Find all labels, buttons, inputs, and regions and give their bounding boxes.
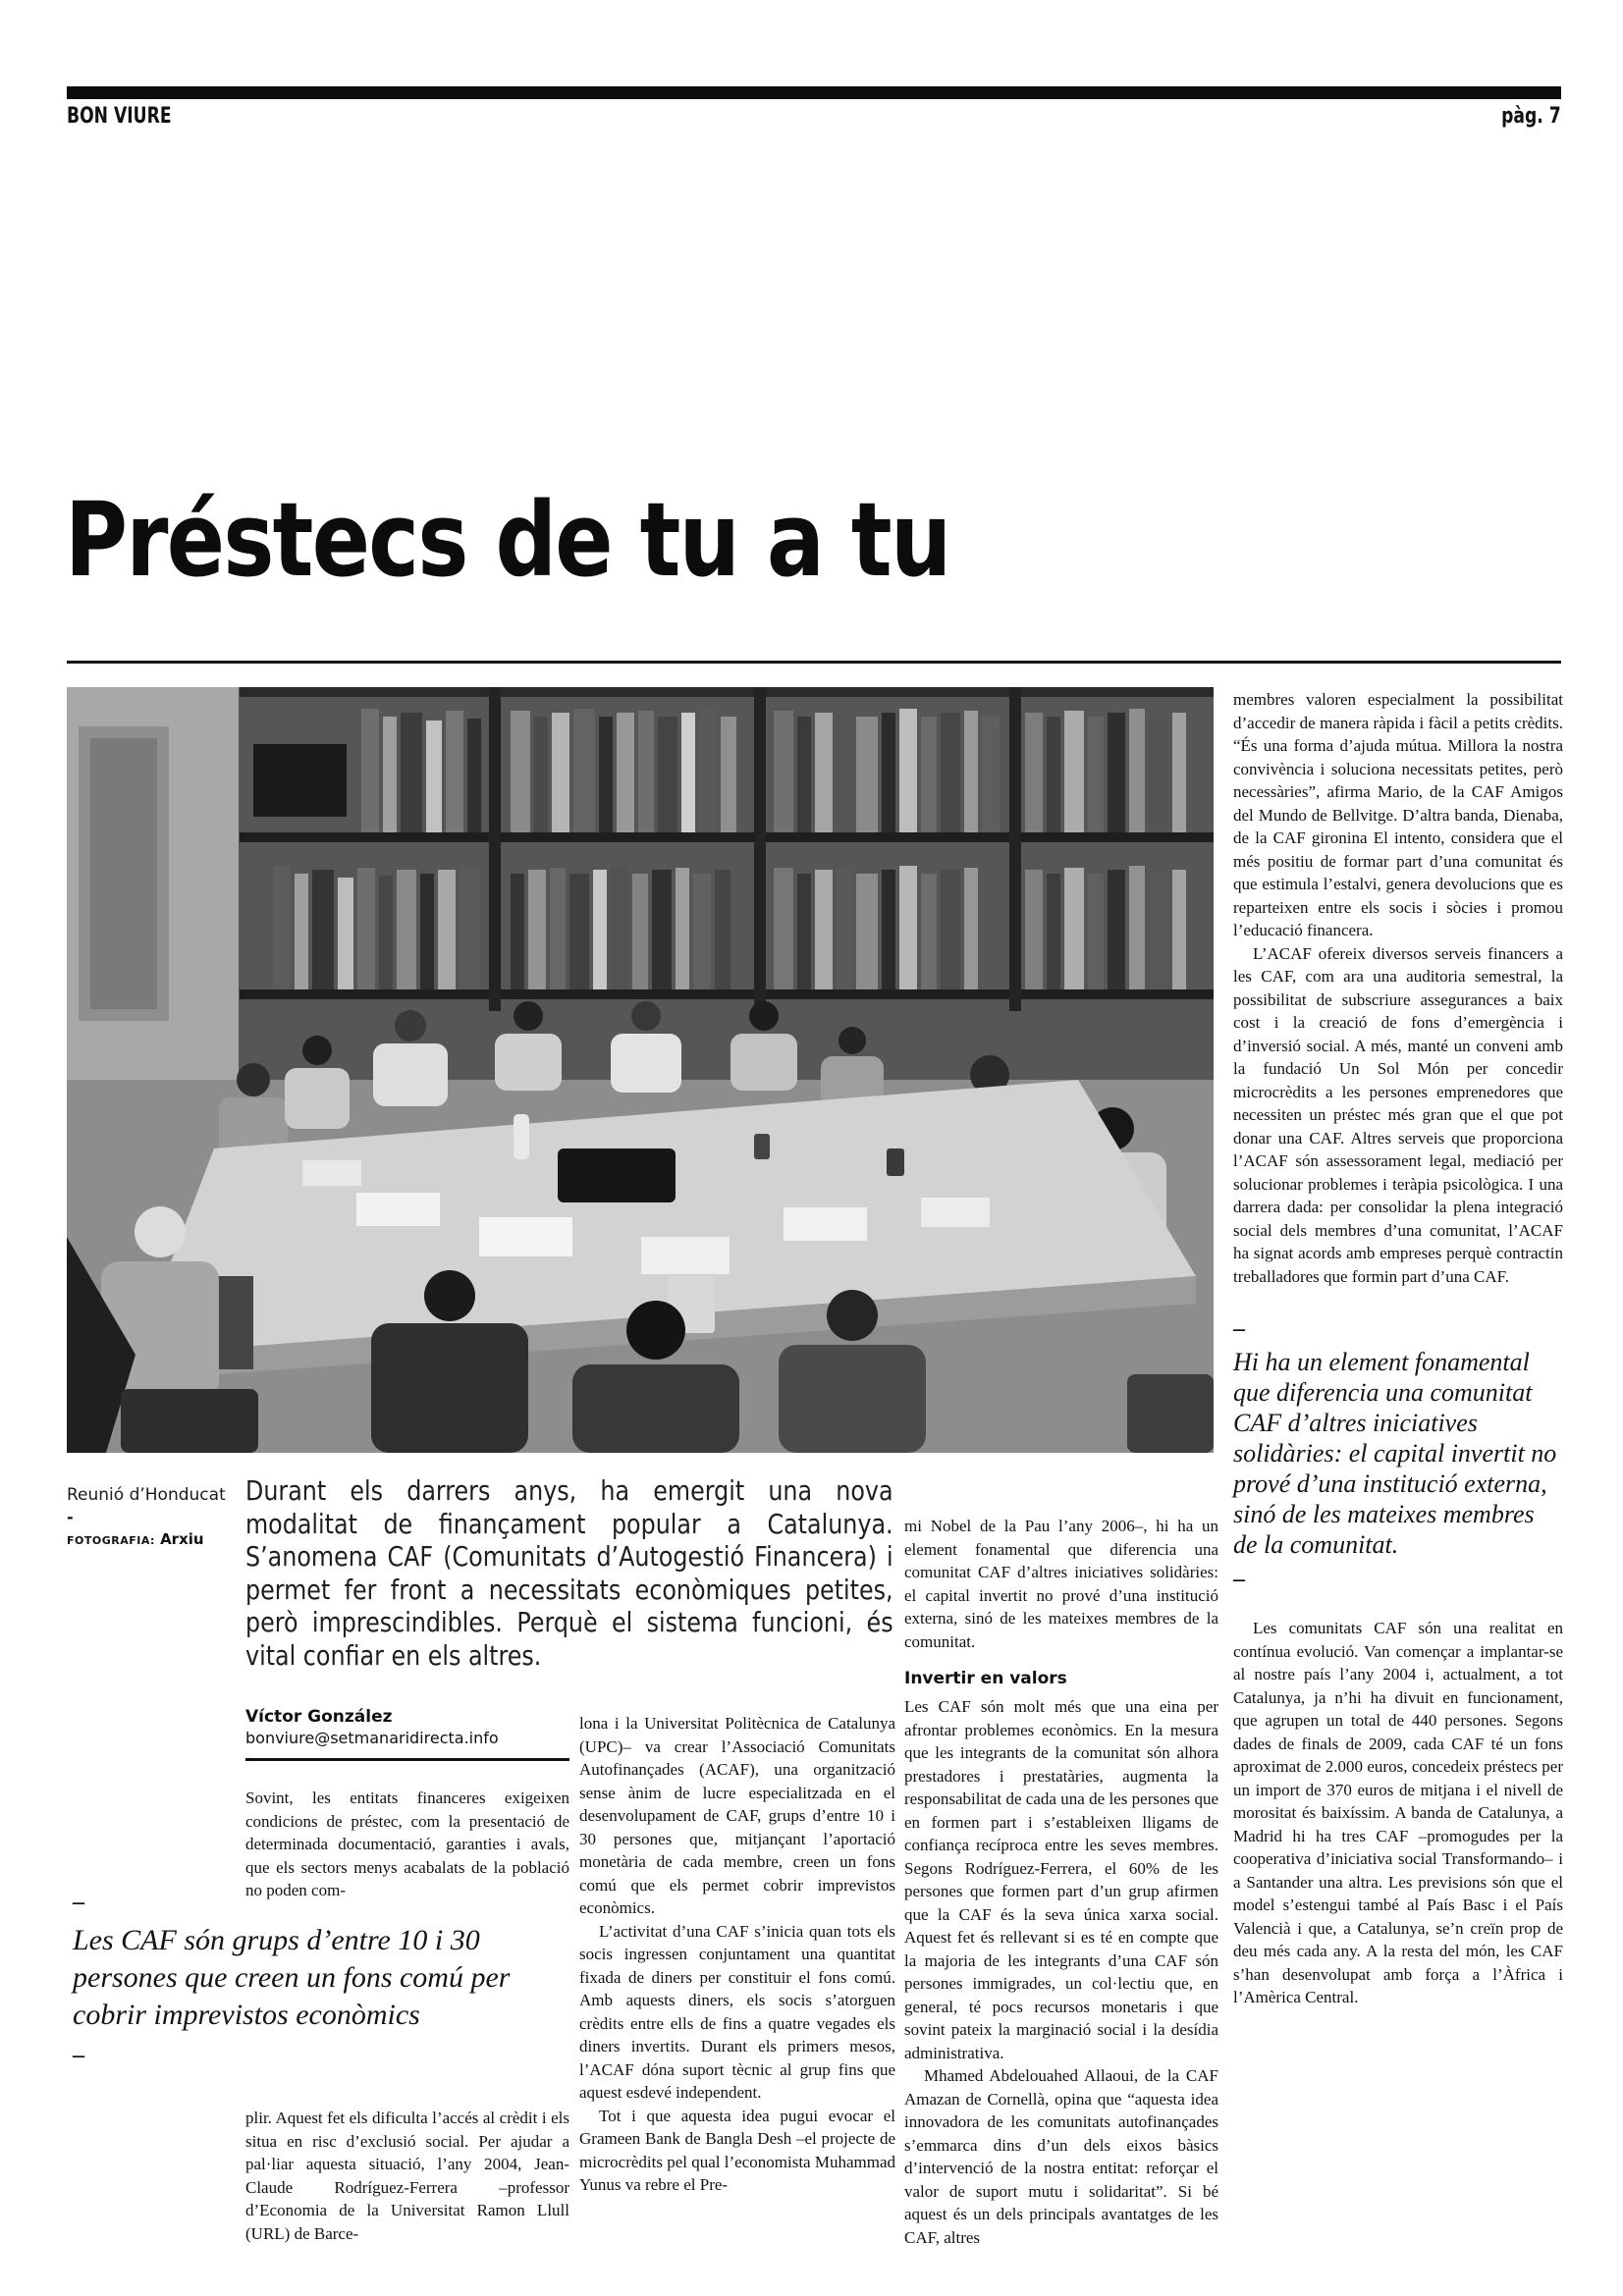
caption-title: Reunió d’Honducat xyxy=(67,1485,226,1505)
pull-quote-dash-top: – xyxy=(73,1890,84,1915)
photo-credit-value: Arxiu xyxy=(160,1530,204,1548)
article-column-1 xyxy=(245,1787,569,1902)
pull-quote-left-text: Les CAF són grups d’entre 10 i 30 persones que creen un fons comú per cobrir imprevistos econòmics xyxy=(73,1924,511,2031)
top-rule xyxy=(67,86,1561,99)
body-paragraph: Les comunitats CAF són una realitat en contínua evolució. Van començar a implantar-se al nostre país l’any 2004 i, actualment, a tot Catalunya, ja n’hi ha divuit en funcionament, que agrupen un total de 440 persones. Segons dades de finals de 2009, cada CAF té un fons aproximat de 2.000 euros, concedeix préstecs per un import de 370 euros de mitjana i el nivell de morositat és baixíssim. A banda de Catalunya, a Madrid hi ha tres CAF –promogudes per la cooperativa d’iniciativa social Transformando– i a Santander una altra. Les previsions són que el model s’estengui també al País Basc i el País Valencià i que, a Catalunya, se’n creïn prop de deu més cada any. A la resta del món, les CAF s’han desenvolupat amb força a l’Àfrica i l’Amèrica Central. xyxy=(1233,1619,1563,2006)
body-paragraph: Tot i que aquesta idea pugui evocar el Grameen Bank de Bangla Desh –el projecte de microcrèdits pel qual l’economista Muhammad Yunus va rebre el Pre- xyxy=(579,2106,895,2194)
pull-quote-right-text: Hi ha un element fonamental que diferencia una comunitat CAF d’altres iniciatives solidàries: el capital invertit no prové d’una institució externa, sinó de les mateixes membres de la comunitat. xyxy=(1233,1348,1557,1559)
body-paragraph: mi Nobel de la Pau l’any 2006–, hi ha un element fonamental que diferencia una comunitat CAF d’altres iniciatives solidàries: el capital invertit no prové d’una institució externa, sinó de les mateixes membres de la comunitat. xyxy=(904,1517,1218,1651)
caption-dash: - xyxy=(67,1508,74,1526)
section-subhead: Invertir en valors xyxy=(904,1669,1067,1688)
meeting-photo xyxy=(67,687,1214,1453)
article-column-1-continued xyxy=(245,2107,569,2245)
pull-quote-right-dash-bottom: – xyxy=(1233,1567,1245,1592)
byline-author: Víctor González xyxy=(245,1707,393,1727)
body-paragraph: L’activitat d’una CAF s’inicia quan tots els socis ingressen conjuntament una quantitat fixada de diners per constituir el fons comú. Amb aquests diners, els socis s’atorguen crèdits entre ells de fins a quatre vegades els diners invertits. Durant els primers mesos, l’ACAF dóna suport tècnic al grup fins que aquest esdevé independent. xyxy=(579,1921,895,2102)
pull-quote-left xyxy=(73,1891,588,2067)
pull-quote-dash-bottom: – xyxy=(73,2043,84,2068)
body-paragraph: Mhamed Abdelouahed Allaoui, de la CAF Amazan de Cornellà, opina que “aquesta idea innovadora de les comunitats autofinançades s’emmarca dins d’un dels eixos bàsics d’intervenció de la nostra entitat: reforçar el valor de suport mutu i solidaritat”. Si bé aquest és un dels principals avantatges de les CAF, altres xyxy=(904,2066,1218,2247)
lead-paragraph: Durant els darrers anys, ha emergit una nova modalitat de finançament popular a Catalunya. S’anomena CAF (Comunitats d’Autogestió Financera) i permet fer front a necessitats econòmiques petites, però imprescindibles. Perquè el sistema funcioni, és vital confiar en els altres. xyxy=(245,1474,893,1672)
article-column-4 xyxy=(1233,688,1563,2009)
body-paragraph: L’ACAF ofereix diversos serveis financers a les CAF, com ara una auditoria semestral, la possibilitat de subscriure assegurances a baix cost i la creació de fons d’emergència i d’inversió social. A més, manté un conveni amb la fundació Un Sol Món per concedir microcrèdits a les persones emprenedores que necessiten un préstec més gran que el que pot donar una CAF. Altres serveis que proporciona l’ACAF són assessorament legal, mediació per solucionar problemes i teràpia psicològica. I una darrera dada: per consolidar la plena integració social dels membres d’una comunitat, l’ACAF ha signat acords amb empreses perquè contractin treballadores que formin part d’una CAF. xyxy=(1233,943,1563,1286)
page-number: pàg. 7 xyxy=(1501,104,1561,129)
article-column-3 xyxy=(904,1515,1218,2249)
byline-rule xyxy=(245,1758,569,1761)
meeting-photo-illustration xyxy=(67,687,1214,1453)
body-paragraph: Les CAF són molt més que una eina per afrontar problemes econòmics. En la mesura que les integrants de la comunitat són alhora prestadores i prestatàries, augmenta la responsabilitat de cada una de les persones que en formen part i s’estableixen lligams de confiança recíproca entre les seves membres. Segons Rodríguez-Ferrera, el 60% de les persones que formen part d’un grup afirmen que la CAF és la seva única xarxa social. Aquest fet és rellevant si es té en compte que la majoria de les integrants d’una CAF són persones immigrades, un col·lectiu que, en general, té pocs recursos monetaris i que sovint pateix la marginació social i la desídia administrativa. xyxy=(904,1697,1218,2062)
pull-quote-right-dash-top: – xyxy=(1233,1316,1245,1342)
body-paragraph: lona i la Universitat Politècnica de Catalunya (UPC)– va crear l’Associació Comunitats Autofinançades (ACAF), una organització sense ànim de lucre especialitzada en el desenvolupament de CAF, grups d’entre 10 i 30 persones que, mitjançant l’aportació monetària de cada membre, creen un fons comú que els permet cobrir imprevistos econòmics. xyxy=(579,1714,895,1917)
photo-credit-label: FOTOGRAFIA: xyxy=(67,1534,155,1547)
article-column-2 xyxy=(579,1712,895,2197)
byline xyxy=(245,1706,569,1761)
photo-caption xyxy=(67,1484,239,1548)
photo-credit xyxy=(67,1529,239,1548)
body-paragraph: membres valoren especialment la possibilitat d’accedir de manera ràpida i fàcil a petits crèdits. “És una forma d’ajuda mútua. Millora la nostra convivència i soluciona necessitats petites, però necessàries”, afirma Mario, de la CAF Amigos del Mundo de Bellvitge. D’altra banda, Dienaba, de la CAF gironina El intento, considera que el més positiu de formar part d’una comunitat és que estimula l’estalvi, genera devolucions que es reparteixen entre els socis i sòcies i promou l’educació financera. xyxy=(1233,690,1563,939)
byline-email: bonviure@setmanaridirecta.info xyxy=(245,1729,499,1747)
headline-rule xyxy=(67,661,1561,664)
headline: Préstecs de tu a tu xyxy=(65,480,950,600)
section-label: BON VIURE xyxy=(67,104,172,129)
body-paragraph: Sovint, les entitats financeres exigeixen condicions de préstec, com la presentació de determinada documentació, garanties i avals, que els sectors menys acabalats de la població no poden com- xyxy=(245,1789,569,1899)
body-paragraph: plir. Aquest fet els dificulta l’accés al crèdit i els situa en risc d’exclusió social. Per ajudar a pal·liar aquesta situació, l’any 2004, Jean-Claude Rodríguez-Ferrera –professor d’Economia de la Universitat Ramon Llull (URL) de Barce- xyxy=(245,2109,569,2243)
